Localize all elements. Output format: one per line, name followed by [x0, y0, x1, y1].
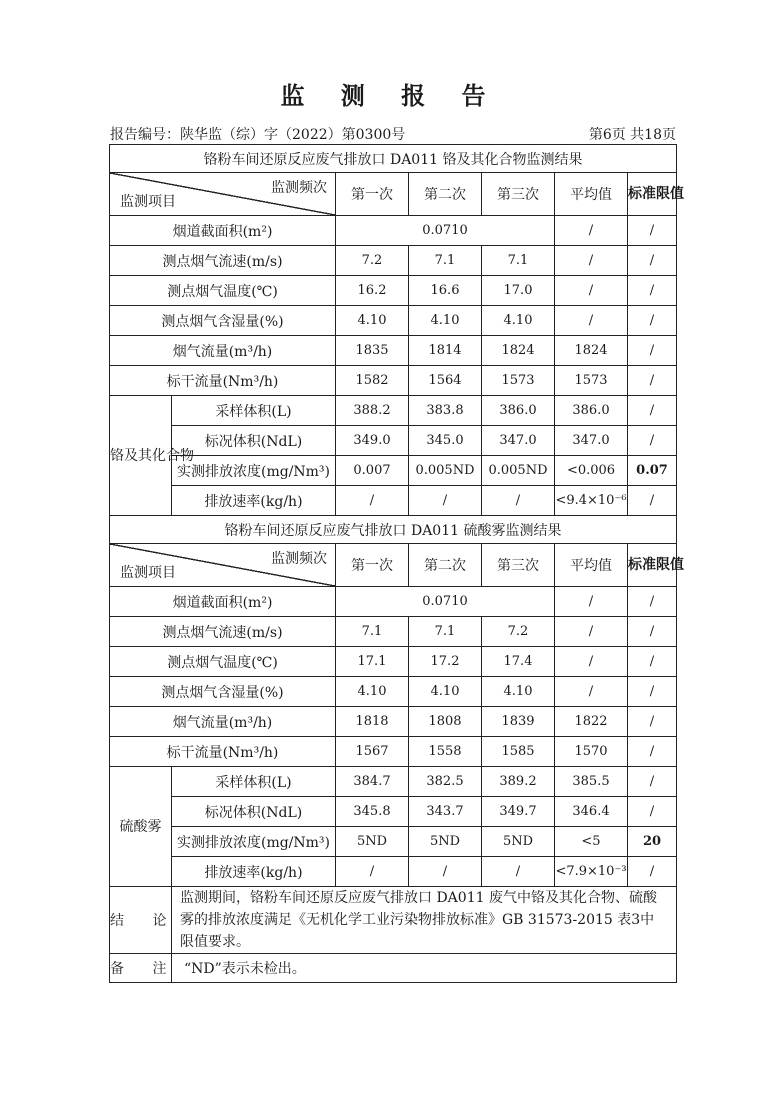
row-label: 实测排放浓度(mg/Nm³): [172, 827, 336, 857]
value-cell: /: [336, 486, 409, 516]
value-cell: 5ND: [409, 827, 482, 857]
table-row: [110, 456, 677, 486]
freq-label: 监测频次: [271, 180, 327, 196]
value-cell: /: [336, 857, 409, 887]
row-label: 采样体积(L): [172, 396, 336, 426]
table-row: [110, 426, 677, 456]
value-cell: 5ND: [482, 827, 555, 857]
value-cell: 4.10: [482, 306, 555, 336]
value-cell: 1814: [409, 336, 482, 366]
std-value: /: [628, 587, 677, 617]
diagonal-header-cell: [110, 544, 336, 587]
row-label: 测点烟气流速(m/s): [110, 246, 336, 276]
column-header: 第一次: [336, 173, 409, 216]
table-row: [110, 887, 677, 954]
value-cell: 4.10: [336, 677, 409, 707]
table-row: [110, 306, 677, 336]
row-label: 标况体积(NdL): [172, 797, 336, 827]
value-cell: 0.007: [336, 456, 409, 486]
value-cell: 7.2: [482, 617, 555, 647]
value-cell: 385.5: [555, 767, 628, 797]
page-title: 监 测 报 告: [280, 82, 500, 110]
value-cell: /: [409, 857, 482, 887]
value-cell: /: [409, 486, 482, 516]
value-cell: 7.1: [336, 617, 409, 647]
table-row: [110, 737, 677, 767]
diagonal-header: [110, 544, 335, 586]
table-row: [110, 587, 677, 617]
row-label: 烟道截面积(m²): [110, 216, 336, 246]
value-cell: 343.7: [409, 797, 482, 827]
std-value: /: [628, 216, 677, 246]
value-cell: /: [628, 707, 677, 737]
value-cell: /: [628, 647, 677, 677]
value-cell: <7.9×10⁻³: [555, 857, 628, 887]
value-cell: /: [628, 306, 677, 336]
value-cell: 0.005ND: [409, 456, 482, 486]
value-cell: 1818: [336, 707, 409, 737]
column-header: 第二次: [409, 173, 482, 216]
remark-label: 备 注: [110, 954, 172, 983]
value-cell: 4.10: [409, 306, 482, 336]
value-cell: 1564: [409, 366, 482, 396]
column-header: 第三次: [482, 173, 555, 216]
table-row: [110, 276, 677, 306]
value-cell: 0.07: [628, 456, 677, 486]
table-row: [110, 544, 677, 587]
value-cell: 1824: [482, 336, 555, 366]
item-label: 监测项目: [120, 565, 176, 581]
value-cell: 1558: [409, 737, 482, 767]
value-cell: 384.7: [336, 767, 409, 797]
table-row: [110, 336, 677, 366]
avg-value: /: [555, 216, 628, 246]
value-cell: /: [555, 276, 628, 306]
row-label: 测点烟气温度(℃): [110, 647, 336, 677]
value-cell: /: [628, 767, 677, 797]
value-cell: /: [555, 677, 628, 707]
value-cell: 17.1: [336, 647, 409, 677]
value-cell: 347.0: [482, 426, 555, 456]
value-cell: 386.0: [555, 396, 628, 426]
column-header: 平均值: [555, 173, 628, 216]
value-cell: 1822: [555, 707, 628, 737]
value-cell: 346.4: [555, 797, 628, 827]
value-cell: /: [555, 246, 628, 276]
value-cell: 345.8: [336, 797, 409, 827]
row-label: 烟气流量(m³/h): [110, 336, 336, 366]
row-label: 排放速率(kg/h): [172, 857, 336, 887]
value-cell: /: [628, 426, 677, 456]
diagonal-header-cell: [110, 173, 336, 216]
avg-value: /: [555, 587, 628, 617]
table-row: [110, 767, 677, 797]
row-label: 烟气流量(m³/h): [110, 707, 336, 737]
table-row: [110, 797, 677, 827]
value-cell: /: [628, 677, 677, 707]
value-cell: 7.1: [409, 246, 482, 276]
table-row: [110, 617, 677, 647]
diagonal-header: [110, 173, 335, 215]
value-cell: 1582: [336, 366, 409, 396]
value-cell: 17.4: [482, 647, 555, 677]
value-cell: 16.6: [409, 276, 482, 306]
row-label: 实测排放浓度(mg/Nm³): [172, 456, 336, 486]
table-row: [110, 677, 677, 707]
value-cell: 5ND: [336, 827, 409, 857]
table-row: [110, 857, 677, 887]
value-cell: /: [628, 276, 677, 306]
value-cell: 345.0: [409, 426, 482, 456]
section-title: 铬粉车间还原反应废气排放口 DA011 硫酸雾监测结果: [110, 516, 677, 544]
std-limit-header: 标准限值: [628, 544, 677, 587]
column-header: 平均值: [555, 544, 628, 587]
table-body: [110, 145, 684, 983]
row-label: 测点烟气温度(℃): [110, 276, 336, 306]
item-label: 监测项目: [120, 194, 176, 210]
value-cell: 16.2: [336, 276, 409, 306]
value-cell: /: [628, 737, 677, 767]
value-cell: 1835: [336, 336, 409, 366]
report-number: 报告编号：陕华监（综）字（2022）第0300号: [110, 127, 406, 143]
table-row: [110, 246, 677, 276]
table-row: [110, 145, 677, 173]
page-info: 第6页 共18页: [588, 127, 676, 143]
value-cell: <5: [555, 827, 628, 857]
value-cell: /: [555, 617, 628, 647]
value-cell: 1824: [555, 336, 628, 366]
value-cell: 383.8: [409, 396, 482, 426]
row-label: 标干流量(Nm³/h): [110, 737, 336, 767]
std-limit-header: 标准限值: [628, 173, 677, 216]
value-cell: 7.1: [409, 617, 482, 647]
table-row: [110, 954, 677, 983]
value-cell: 17.2: [409, 647, 482, 677]
value-cell: 1808: [409, 707, 482, 737]
value-cell: 382.5: [409, 767, 482, 797]
conclusion-text: 监测期间，铬粉车间还原反应废气排放口 DA011 废气中铬及其化合物、硫酸雾的排放浓度满足《无机化学工业污染物排放标准》GB 31573-2015 表3中限值要求。: [172, 887, 677, 954]
column-header: 第二次: [409, 544, 482, 587]
value-cell: 20: [628, 827, 677, 857]
value-cell: 4.10: [482, 677, 555, 707]
row-label: 测点烟气含湿量(%): [110, 677, 336, 707]
remark-text: “ND”表示未检出。: [172, 954, 677, 983]
value-cell: <9.4×10⁻⁶: [555, 486, 628, 516]
table-row: [110, 647, 677, 677]
value-cell: /: [628, 486, 677, 516]
value-cell: 17.0: [482, 276, 555, 306]
value-cell: 349.0: [336, 426, 409, 456]
value-cell: 1567: [336, 737, 409, 767]
value-cell: /: [628, 617, 677, 647]
row-label: 采样体积(L): [172, 767, 336, 797]
row-label: 测点烟气流速(m/s): [110, 617, 336, 647]
monitoring-table: [109, 144, 684, 983]
table-row: [110, 396, 677, 426]
table-row: [110, 173, 677, 216]
value-cell: /: [555, 647, 628, 677]
area-value: 0.0710: [336, 216, 555, 246]
value-cell: 4.10: [336, 306, 409, 336]
value-cell: 1570: [555, 737, 628, 767]
row-label: 烟道截面积(m²): [110, 587, 336, 617]
value-cell: /: [628, 246, 677, 276]
value-cell: <0.006: [555, 456, 628, 486]
value-cell: /: [482, 857, 555, 887]
row-label: 测点烟气含湿量(%): [110, 306, 336, 336]
value-cell: 386.0: [482, 396, 555, 426]
column-header: 第一次: [336, 544, 409, 587]
value-cell: 347.0: [555, 426, 628, 456]
value-cell: 1573: [555, 366, 628, 396]
report-header: [110, 124, 676, 144]
value-cell: /: [628, 336, 677, 366]
table-row: [110, 707, 677, 737]
pollutant-group-label: 硫酸雾: [110, 767, 172, 887]
table-row: [110, 486, 677, 516]
table-row: [110, 516, 677, 544]
value-cell: 1585: [482, 737, 555, 767]
section-title: 铬粉车间还原反应废气排放口 DA011 铬及其化合物监测结果: [110, 145, 677, 173]
value-cell: /: [628, 396, 677, 426]
value-cell: 389.2: [482, 767, 555, 797]
freq-label: 监测频次: [271, 551, 327, 567]
row-label: 排放速率(kg/h): [172, 486, 336, 516]
value-cell: 349.7: [482, 797, 555, 827]
pollutant-group-label: 铬及其化合物: [110, 396, 172, 516]
value-cell: 1573: [482, 366, 555, 396]
value-cell: 0.005ND: [482, 456, 555, 486]
value-cell: 1839: [482, 707, 555, 737]
value-cell: /: [628, 366, 677, 396]
value-cell: 7.2: [336, 246, 409, 276]
table-row: [110, 827, 677, 857]
value-cell: /: [628, 797, 677, 827]
row-label: 标况体积(NdL): [172, 426, 336, 456]
value-cell: 4.10: [409, 677, 482, 707]
table-row: [110, 216, 677, 246]
value-cell: 7.1: [482, 246, 555, 276]
value-cell: /: [555, 306, 628, 336]
value-cell: /: [628, 857, 677, 887]
area-value: 0.0710: [336, 587, 555, 617]
table-row: [110, 366, 677, 396]
value-cell: /: [482, 486, 555, 516]
row-label: 标干流量(Nm³/h): [110, 366, 336, 396]
value-cell: 388.2: [336, 396, 409, 426]
column-header: 第三次: [482, 544, 555, 587]
conclusion-label: 结 论: [110, 887, 172, 954]
